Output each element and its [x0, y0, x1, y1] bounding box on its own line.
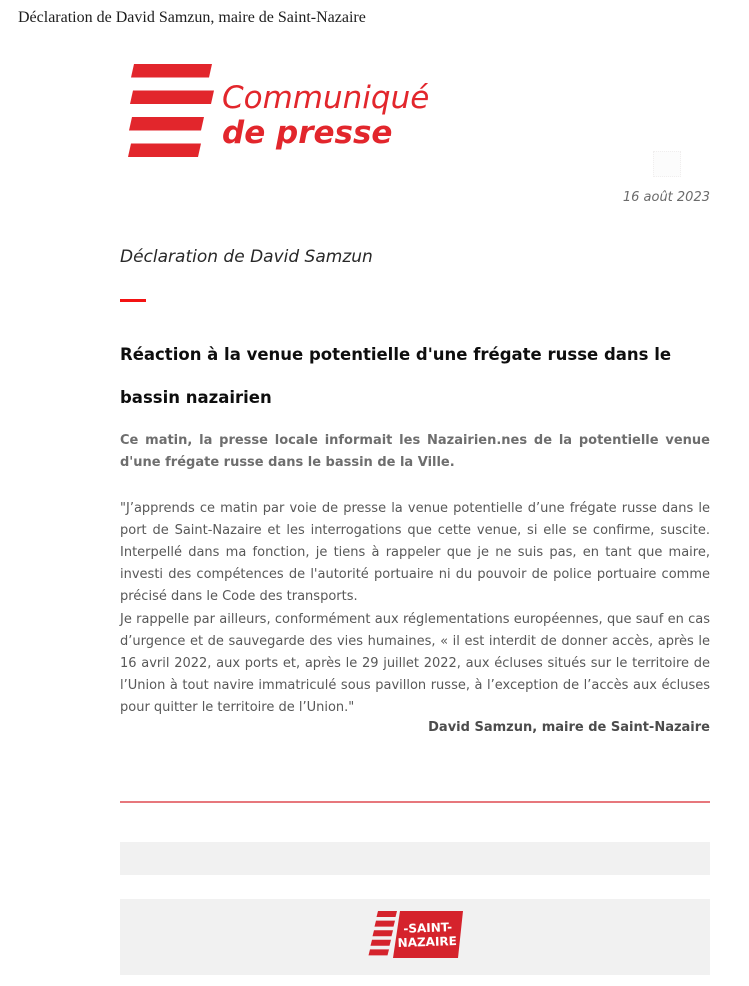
footer-band [120, 899, 710, 975]
article-kicker: Déclaration de David Samzun [120, 247, 373, 267]
red-divider-line [120, 801, 710, 803]
article-signature: David Samzun, maire de Saint-Nazaire [428, 720, 710, 735]
article-paragraph: Je rappelle par ailleurs, conformément aux réglementations européennes, que sauf en cas d’urgence et de sauvegarde des vies humaines, « il est interdit de donner accès, après le 16 avril 2022, aux ports et, après le 29 juillet 2022, aux écluses situés sur le territoire de l’Union à tout navire immatriculé sous pavillon russe, à l’exception de l’accès aux écluses pour quitter le territoire de l’Union." [120, 612, 710, 715]
image-placeholder [653, 151, 681, 177]
footer-logo-text-line1: -SAINT- [403, 920, 453, 936]
masthead-title [222, 81, 429, 151]
footer-logo-text-line2: NAZAIRE [397, 933, 458, 951]
red-accent-dash [120, 299, 146, 302]
press-release-masthead [128, 64, 429, 158]
flag-stripes-icon [128, 64, 216, 158]
article-headline: Réaction à la venue potentielle d'une frégate russe dans le bassin nazairien [120, 345, 672, 407]
article-paragraph: "J’apprends ce matin par voie de presse la venue potentielle d’une frégate russe dans le port de Saint-Nazaire et les interrogations que cette venue, si elle se confirme, suscite. Interpellé dans ma fonction, je tiens à rappeler que je ne suis pas, en tant que maire, investi des compétences de l'autorité portuaire ni du pouvoir de police portuaire comme précisé dans le Code des transports. [120, 501, 710, 604]
article-lede: Ce matin, la presse locale informait les Nazairien.nes de la potentielle venue d'une frégate russe dans le bassin de la Ville. [120, 433, 710, 470]
saint-nazaire-logo [367, 911, 463, 963]
gray-spacer-bar [120, 842, 710, 875]
release-date: 16 août 2023 [622, 190, 710, 205]
masthead-title-line2: de presse [222, 115, 393, 151]
masthead-title-line1: Communiqué [222, 80, 430, 116]
document-header-title: Déclaration de David Samzun, maire de Saint-Nazaire [18, 9, 366, 26]
